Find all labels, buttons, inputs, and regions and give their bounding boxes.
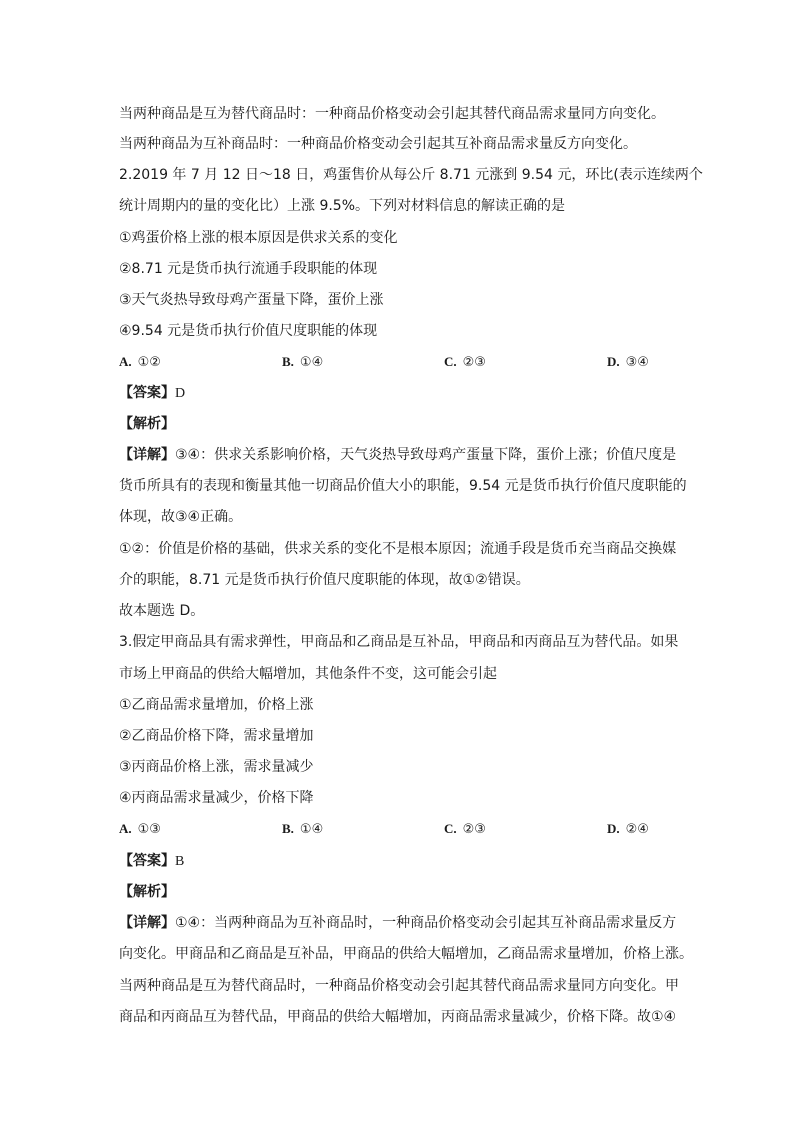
q2-answer [119, 384, 185, 403]
q2-detail-text-1: ③④：供求关系影响价格，天气炎热导致母鸡产蛋量下降，蛋价上涨；价值尺度是 [175, 447, 677, 463]
q3-stem-line-1: 3.假定甲商品具有需求弹性，甲商品和乙商品是互补品，甲商品和丙商品互为替代品。如果 [119, 634, 679, 650]
q2-item-1: ①鸡蛋价格上涨的根本原因是供求关系的变化 [119, 230, 398, 246]
q2-option-b [282, 353, 323, 372]
q3-item-4: ④丙商品需求量减少，价格下降 [119, 790, 314, 806]
q3-option-c [444, 820, 486, 839]
q2-conclusion: 故本题选 D。 [119, 603, 205, 619]
q3-item-1: ①乙商品需求量增加，价格上涨 [119, 697, 314, 713]
q2-detail-line-3: 体现，故③④正确。 [119, 509, 243, 525]
q2-analysis-tag: 【解析】 [119, 416, 175, 432]
q2-option-c-text: ②③ [462, 355, 486, 370]
q2-item-3: ③天气炎热导致母鸡产蛋量下降，蛋价上涨 [119, 292, 384, 308]
q3-answer-value: B [175, 854, 185, 869]
q2-options [119, 353, 679, 371]
q3-option-a-key: A. [119, 821, 132, 836]
q2-option-d [607, 353, 649, 372]
q2-option-b-text: ①④ [299, 355, 324, 370]
q3-option-c-key: C. [444, 821, 457, 836]
q3-detail-line-4: 商品和丙商品互为替代品，甲商品的供给大幅增加，丙商品需求量减少，价格下降。故①④ [119, 1009, 677, 1025]
q2-option-d-text: ③④ [625, 355, 649, 370]
q2-detail-line-1 [119, 446, 676, 464]
q3-detail-tag: 【详解】 [119, 915, 175, 931]
q3-option-a [119, 820, 161, 839]
intro-line-complement: 当两种商品为互补商品时：一种商品价格变动会引起其互补商品需求量反方向变化。 [119, 136, 637, 152]
q3-item-3: ③丙商品价格上涨，需求量减少 [119, 759, 314, 775]
q2-option-a [119, 353, 161, 372]
q2-option-c-key: C. [444, 354, 457, 369]
q3-stem-line-2: 市场上甲商品的供给大幅增加，其他条件不变，这可能会引起 [119, 666, 497, 682]
q2-item-4: ④9.54 元是货币执行价值尺度职能的体现 [119, 323, 378, 339]
q3-analysis-tag: 【解析】 [119, 884, 175, 900]
q2-detail-tag: 【详解】 [119, 447, 175, 463]
q3-option-b-text: ①④ [299, 822, 324, 837]
q3-option-b-key: B. [282, 821, 294, 836]
q2-option-b-key: B. [282, 354, 294, 369]
q2-option-c [444, 353, 486, 372]
q3-detail-line-1 [119, 914, 676, 932]
q3-answer-tag: 【答案】 [119, 853, 175, 869]
q2-answer-value: D [175, 386, 186, 401]
q2-detail-line-4: ①②：价值是价格的基础，供求关系的变化不是根本原因；流通手段是货币充当商品交换媒 [119, 541, 677, 557]
q2-detail-line-2: 货币所具有的表现和衡量其他一切商品价值大小的职能，9.54 元是货币执行价值尺度职能的 [119, 478, 687, 494]
q2-option-a-text: ①② [137, 355, 161, 370]
intro-line-substitute: 当两种商品是互为替代商品时：一种商品价格变动会引起其替代商品需求量同方向变化。 [119, 106, 665, 122]
q3-answer [119, 852, 184, 871]
q3-detail-line-3: 当两种商品是互为替代商品时，一种商品价格变动会引起其替代商品需求量同方向变化。甲 [119, 978, 679, 994]
q2-item-2: ②8.71 元是货币执行流通手段职能的体现 [119, 261, 378, 277]
q3-option-b [282, 820, 323, 839]
q3-detail-text-1: ①④：当两种商品为互补商品时，一种商品价格变动会引起其互补商品需求量反方 [175, 915, 677, 931]
q3-options [119, 820, 679, 838]
q2-option-a-key: A. [119, 354, 132, 369]
q2-option-d-key: D. [607, 354, 620, 369]
q2-stem-line-1: 2.2019 年 7 月 12 日～18 日，鸡蛋售价从每公斤 8.71 元涨到 9.54 元，环比(表示连续两个 [119, 167, 703, 183]
q2-stem-line-2: 统计周期内的量的变化比）上涨 9.5%。下列对材料信息的解读正确的是 [119, 198, 566, 214]
q3-option-d [607, 820, 649, 839]
q2-answer-tag: 【答案】 [119, 385, 175, 401]
q3-option-d-text: ②④ [625, 822, 649, 837]
q3-detail-line-2: 向变化。甲商品和乙商品是互补品，甲商品的供给大幅增加，乙商品需求量增加，价格上涨。 [119, 946, 693, 962]
q2-detail-line-5: 介的职能，8.71 元是货币执行价值尺度职能的体现，故①②错误。 [119, 572, 530, 588]
q3-item-2: ②乙商品价格下降，需求量增加 [119, 728, 314, 744]
q3-option-a-text: ①③ [137, 822, 161, 837]
q3-option-d-key: D. [607, 821, 620, 836]
q3-option-c-text: ②③ [462, 822, 486, 837]
